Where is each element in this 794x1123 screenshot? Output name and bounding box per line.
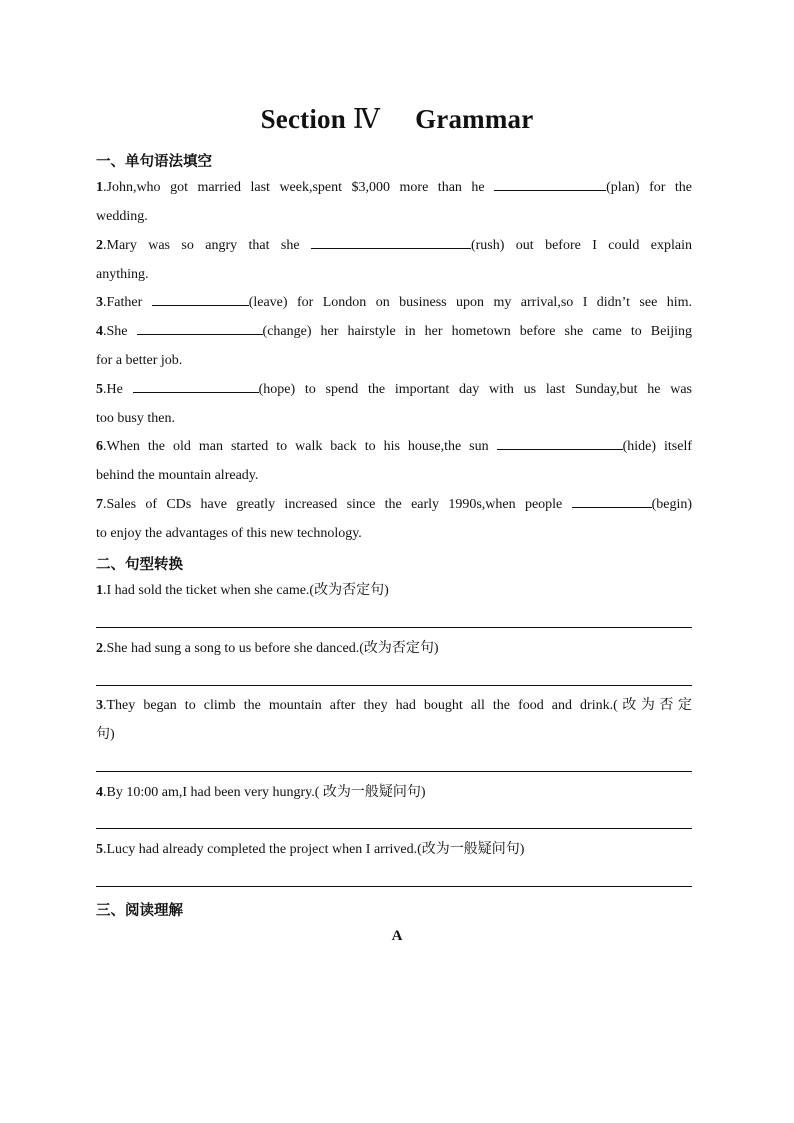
question-2-cont: anything.: [96, 267, 149, 282]
question-7: [96, 495, 692, 515]
passage-label: A: [391, 928, 403, 944]
answer-blank[interactable]: [137, 322, 263, 335]
question-number: 1: [96, 180, 103, 195]
answer-blank[interactable]: [497, 437, 623, 450]
transform-1: [96, 581, 692, 601]
question-text: .Father: [103, 295, 152, 310]
question-6: [96, 437, 692, 457]
title-numeral: Ⅳ: [352, 104, 381, 134]
question-text: (hide) itself: [622, 439, 692, 454]
question-text: .When the old man started to walk back to his house,the sun: [103, 439, 497, 454]
page-title: [0, 104, 794, 135]
question-text: .He: [103, 382, 133, 397]
question-number: 5: [96, 842, 103, 857]
question-1-cont: wedding.: [96, 209, 148, 224]
transform-3: [96, 696, 692, 716]
section2-heading: 二、句型转换: [96, 557, 183, 573]
question-text: .She: [103, 324, 137, 339]
question-2: [96, 236, 692, 256]
question-number: 2: [96, 641, 103, 656]
question-5: [96, 380, 692, 400]
answer-line[interactable]: [96, 828, 692, 829]
question-3: [96, 293, 692, 313]
question-text: (hope) to spend the important day with us last Sunday,but he was: [258, 382, 693, 397]
answer-blank[interactable]: [133, 380, 259, 393]
question-number: 4: [96, 324, 103, 339]
question-7-cont: to enjoy the advantages of this new technology.: [96, 526, 362, 541]
section3-heading: 三、阅读理解: [96, 903, 183, 919]
question-text: .She had sung a song to us before she danced.(改为否定句): [103, 641, 439, 656]
question-text: .By 10:00 am,I had been very hungry.( 改为一般疑问句): [103, 785, 426, 800]
question-6-cont: behind the mountain already.: [96, 468, 259, 483]
question-text: .Sales of CDs have greatly increased since the early 1990s,when people: [103, 497, 572, 512]
answer-blank[interactable]: [494, 178, 606, 191]
question-text: .They began to climb the mountain after they had bought all the food and drink.(改为否定: [103, 698, 692, 713]
transform-5: [96, 840, 692, 860]
question-text: (change) her hairstyle in her hometown before she came to Beijing: [262, 324, 692, 339]
answer-blank[interactable]: [572, 495, 652, 508]
answer-blank[interactable]: [311, 236, 471, 249]
answer-line[interactable]: [96, 627, 692, 628]
answer-line[interactable]: [96, 771, 692, 772]
question-text: (begin): [651, 497, 692, 512]
question-5-cont: too busy then.: [96, 411, 175, 426]
answer-line[interactable]: [96, 886, 692, 887]
question-4: [96, 322, 692, 342]
answer-blank[interactable]: [152, 293, 249, 306]
question-number: 5: [96, 382, 103, 397]
question-text: .Mary was so angry that she: [103, 238, 311, 253]
question-text: (leave) for London on business upon my arrival,so I didn’t see him.: [248, 295, 692, 310]
title-section: Section: [260, 104, 346, 134]
section1-heading: 一、单句语法填空: [96, 154, 212, 170]
question-text: .John,who got married last week,spent $3,000 more than he: [103, 180, 495, 195]
transform-3-cont: 句): [96, 727, 115, 742]
question-1: [96, 178, 692, 198]
title-topic: Grammar: [415, 104, 534, 134]
question-number: 4: [96, 785, 103, 800]
question-text: .Lucy had already completed the project when I arrived.(改为一般疑问句): [103, 842, 525, 857]
question-number: 7: [96, 497, 103, 512]
question-number: 6: [96, 439, 103, 454]
question-text: .I had sold the ticket when she came.(改为否定句): [103, 583, 389, 598]
answer-line[interactable]: [96, 685, 692, 686]
question-number: 3: [96, 295, 103, 310]
question-number: 3: [96, 698, 103, 713]
question-text: (plan) for the: [606, 180, 693, 195]
transform-4: [96, 783, 692, 803]
transform-2: [96, 639, 692, 659]
question-text: (rush) out before I could explain: [470, 238, 692, 253]
question-4-cont: for a better job.: [96, 353, 183, 368]
question-number: 1: [96, 583, 103, 598]
question-number: 2: [96, 238, 103, 253]
